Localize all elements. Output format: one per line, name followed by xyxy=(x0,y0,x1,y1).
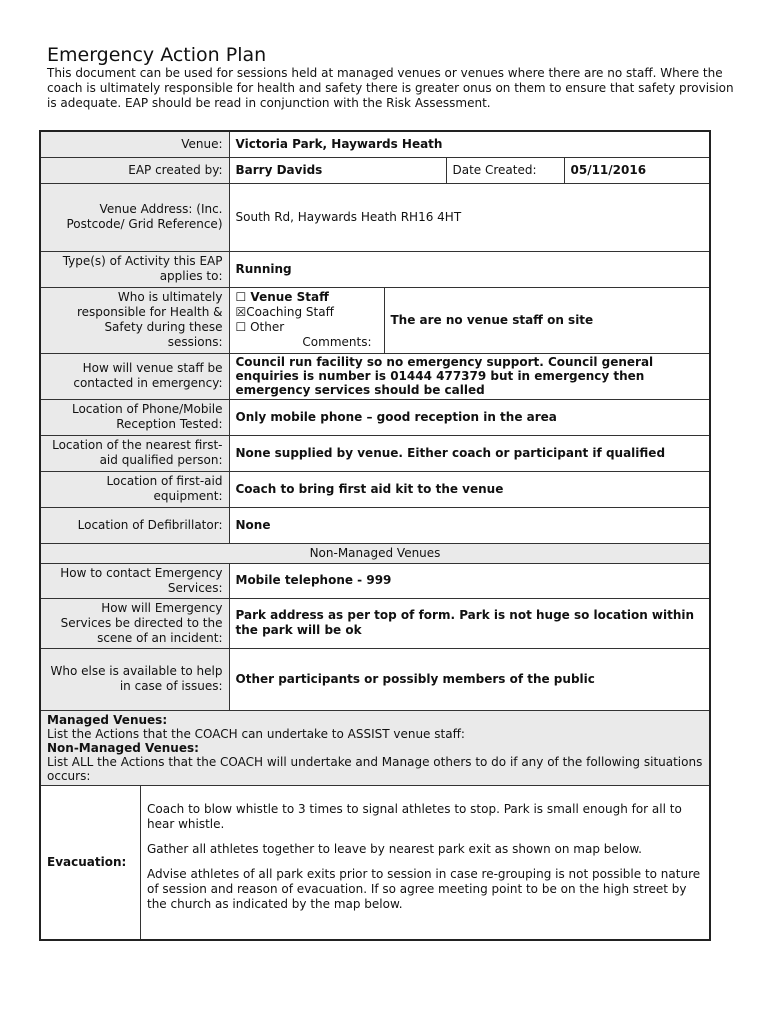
responsible-row xyxy=(40,287,710,353)
phone-row xyxy=(40,399,710,435)
contact-staff-value: Council run facility so no emergency support. Council general enquiries is number is 01444 477379 but in emergency then emergency services should be called xyxy=(229,353,710,399)
first-aider-row xyxy=(40,435,710,471)
coaching-staff-checkbox: ☒Coaching Staff xyxy=(235,304,334,319)
defib-row xyxy=(40,507,710,543)
evacuation-step-2: Gather all athletes together to leave by nearest park exit as shown on map below. xyxy=(147,842,642,856)
contact-staff-label: How will venue staff be contacted in emergency: xyxy=(40,353,229,399)
created-by-label: EAP created by: xyxy=(40,157,229,183)
managed-block-row xyxy=(40,710,710,785)
responsible-label: Who is ultimately responsible for Health & Safety during these sessions: xyxy=(40,287,229,353)
first-aid-kit-row xyxy=(40,471,710,507)
contact-staff-row xyxy=(40,353,710,399)
other-checkbox: ☐ Other xyxy=(235,319,285,334)
page-title: Emergency Action Plan xyxy=(47,44,267,66)
evacuation-table xyxy=(41,786,709,939)
phone-label: Location of Phone/Mobile Reception Tested: xyxy=(40,399,229,435)
activity-label: Type(s) of Activity this EAP applies to: xyxy=(40,251,229,287)
directed-row xyxy=(40,598,710,648)
defib-value: None xyxy=(229,507,710,543)
non-managed-venues-title: Non-Managed Venues: xyxy=(47,740,199,755)
responsible-options xyxy=(229,287,384,353)
managed-venues-text: List the Actions that the COACH can undertake to ASSIST venue staff: xyxy=(47,726,465,741)
non-managed-venues-text: List ALL the Actions that the COACH will undertake and Manage others to do if any of the following situations occurs: xyxy=(47,754,703,783)
venue-row xyxy=(40,131,710,157)
contact-emergency-row xyxy=(40,563,710,598)
activity-row xyxy=(40,251,710,287)
eap-form-table xyxy=(39,130,711,941)
date-created-label: Date Created: xyxy=(446,157,564,183)
evacuation-step-3: Advise athletes of all park exits prior to session in case re-grouping is not possible to nature of session and reason of evacuation. If so agree meeting point to be on the high street by the church as indicated by the map below. xyxy=(147,867,701,911)
evacuation-text xyxy=(141,786,710,939)
first-aider-value: None supplied by venue. Either coach or participant if qualified xyxy=(229,435,710,471)
non-managed-header: Non-Managed Venues xyxy=(40,543,710,563)
directed-label: How will Emergency Services be directed to the scene of an incident: xyxy=(40,598,229,648)
phone-value: Only mobile phone – good reception in the area xyxy=(229,399,710,435)
non-managed-header-row xyxy=(40,543,710,563)
venue-label: Venue: xyxy=(40,131,229,157)
help-value: Other participants or possibly members of the public xyxy=(229,648,710,710)
contact-emergency-label: How to contact Emergency Services: xyxy=(40,563,229,598)
intro-text: This document can be used for sessions held at managed venues or venues where there are no staff. Where the coach is ultimately responsible for health and safety there is greater onus on them to ensure that safety provision is adequate. EAP should be read in conjunction with the Risk Assessment. xyxy=(47,66,734,110)
directed-value: Park address as per top of form. Park is not huge so location within the park will be ok xyxy=(229,598,710,648)
responsible-comment: The are no venue staff on site xyxy=(384,287,710,353)
created-by-value: Barry Davids xyxy=(229,157,446,183)
evacuation-row xyxy=(40,785,710,940)
comments-label: Comments: xyxy=(302,334,372,349)
defib-label: Location of Defibrillator: xyxy=(40,507,229,543)
managed-block xyxy=(40,710,710,785)
evacuation-step-1: Coach to blow whistle to 3 times to signal athletes to stop. Park is small enough for all to hear whistle. xyxy=(147,802,682,831)
first-aider-label: Location of the nearest first-aid qualified person: xyxy=(40,435,229,471)
address-row xyxy=(40,183,710,251)
created-by-row xyxy=(40,157,710,183)
managed-venues-title: Managed Venues: xyxy=(47,712,168,727)
contact-emergency-value: Mobile telephone - 999 xyxy=(229,563,710,598)
address-value: South Rd, Haywards Heath RH16 4HT xyxy=(229,183,710,251)
first-aid-kit-label: Location of first-aid equipment: xyxy=(40,471,229,507)
evacuation-label: Evacuation: xyxy=(41,786,141,939)
venue-value: Victoria Park, Haywards Heath xyxy=(229,131,710,157)
date-created-value: 05/11/2016 xyxy=(564,157,710,183)
address-label: Venue Address: (Inc. Postcode/ Grid Reference) xyxy=(40,183,229,251)
activity-value: Running xyxy=(229,251,710,287)
first-aid-kit-value: Coach to bring first aid kit to the venue xyxy=(229,471,710,507)
venue-staff-checkbox: ☐ Venue Staff xyxy=(235,289,329,304)
help-row xyxy=(40,648,710,710)
help-label: Who else is available to help in case of issues: xyxy=(40,648,229,710)
